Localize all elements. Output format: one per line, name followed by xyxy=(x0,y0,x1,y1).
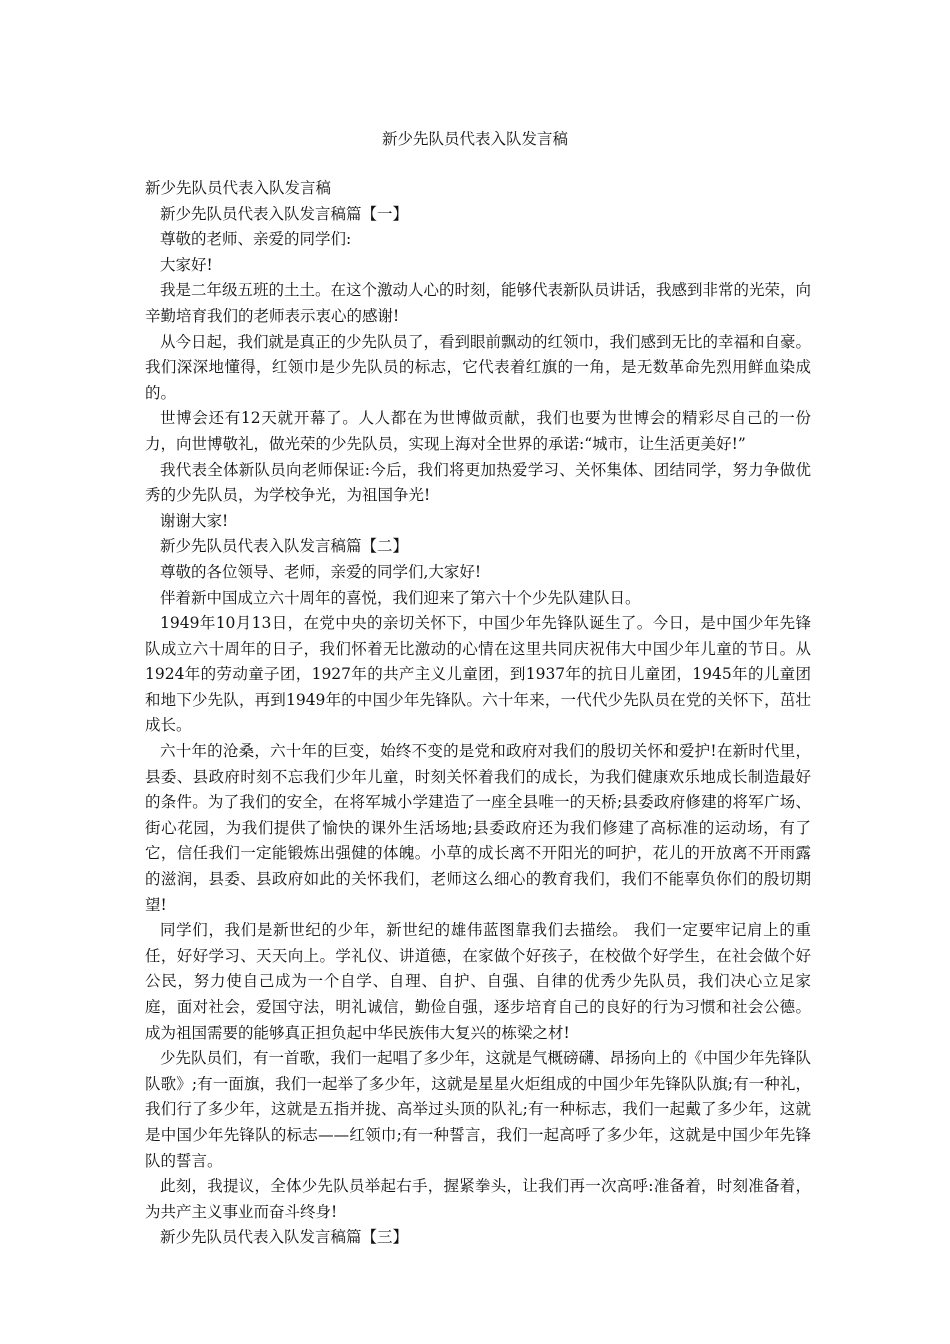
closing: 谢谢大家! xyxy=(160,511,229,530)
section-heading: 新少先队员代表入队发言稿篇【二】 xyxy=(160,537,409,556)
section-heading: 新少先队员代表入队发言稿篇【三】 xyxy=(160,1228,409,1247)
paragraph: 伴着新中国成立六十周年的喜悦，我们迎来了第六十个少先队建队日。 xyxy=(160,588,641,607)
paragraph: 从今日起，我们就是真正的少先队员了，看到眼前飘动的红领巾，我们感到无比的幸福和自豪。我们深深地懂得，红领巾是少先队员的标志，它代表着红旗的一角，是无数革命先烈用鲜血染成的。 xyxy=(145,332,812,402)
paragraph: 1949年10月13日，在党中央的亲切关怀下，中国少年先锋队诞生了。今日，是中国少年先锋队成立六十周年的日子，我们怀着无比激动的心情在这里共同庆祝伟大中国少年儿童的节日。从1924年的劳动童子团，1927年的共产主义儿童团，到1937年的抗日儿童团，1945年的儿童团和地下少先队，再到1949年的中国少年先锋队。六十年来，一代代少先队员在党的关怀下，茁壮成长。 xyxy=(145,614,811,735)
salutation: 尊敬的各位领导、老师，亲爱的同学们,大家好! xyxy=(160,562,482,581)
paragraph: 此刻，我提议，全体少先队员举起右手，握紧拳头，让我们再一次高呼:准备着，时刻准备着，为共产主义事业而奋斗终身! xyxy=(145,1177,811,1221)
salutation: 尊敬的老师、亲爱的同学们: xyxy=(160,230,352,249)
document-heading: 新少先队员代表入队发言稿 xyxy=(145,179,332,197)
greeting: 大家好! xyxy=(160,255,213,274)
document-body xyxy=(145,176,811,1251)
paragraph: 我是二年级五班的土土。在这个激动人心的时刻，能够代表新队员讲话，我感到非常的光荣，向辛勤培育我们的老师表示衷心的感谢! xyxy=(145,281,812,325)
document-title: 新少先队员代表入队发言稿 xyxy=(381,130,568,148)
paragraph: 同学们，我们是新世纪的少年，新世纪的雄伟蓝图靠我们去描绘。 我们一定要牢记肩上的重任，好好学习、天天向上。学礼仪、讲道德，在家做个好孩子，在校做个好学生，在社会做个好公民，努力使自己成为一个自学、自理、自护、自强、自律的优秀少先队员，我们决心立足家庭，面对社会，爱国守法，明礼诚信，勤俭自强，逐步培育自己的良好的行为习惯和社会公德。成为祖国需要的能够真正担负起中华民族伟大复兴的栋梁之材! xyxy=(145,921,811,1042)
section-heading: 新少先队员代表入队发言稿篇【一】 xyxy=(160,204,409,223)
paragraph: 六十年的沧桑，六十年的巨变，始终不变的是党和政府对我们的殷切关怀和爱护!在新时代里，县委、县政府时刻不忘我们少年儿童，时刻关怀着我们的成长，为我们健康欢乐地成长制造最好的条件。为了我们的安全，在将军城小学建造了一座全县唯一的天桥;县委政府修建的将军广场、街心花园，为我们提供了愉快的课外生活场地;县委政府还为我们修建了高标准的运动场，有了它，信任我们一定能锻炼出强健的体魄。小草的成长离不开阳光的呵护，花儿的开放离不开雨露的滋润，县委、县政府如此的关怀我们，老师这么细心的教育我们，我们不能辜负你们的殷切期望! xyxy=(145,742,811,914)
paragraph: 少先队员们，有一首歌，我们一起唱了多少年，这就是气概磅礴、昂扬向上的《中国少年先锋队队歌》;有一面旗，我们一起举了多少年，这就是星星火炬组成的中国少年先锋队队旗;有一种礼，我们行了多少年，这就是五指并拢、高举过头顶的队礼;有一种标志，我们一起戴了多少年，这就是中国少年先锋队的标志——红领巾;有一种誓言，我们一起高呼了多少年，这就是中国少年先锋队的誓言。 xyxy=(145,1049,812,1170)
paragraph: 世博会还有12天就开幕了。人人都在为世博做贡献，我们也要为世博会的精彩尽自己的一份力，向世博敬礼，做光荣的少先队员，实现上海对全世界的承诺:“城市，让生活更美好!” xyxy=(145,409,811,453)
paragraph: 我代表全体新队员向老师保证:今后，我们将更加热爱学习、关怀集体、团结同学，努力争做优秀的少先队员，为学校争光，为祖国争光! xyxy=(145,460,811,505)
